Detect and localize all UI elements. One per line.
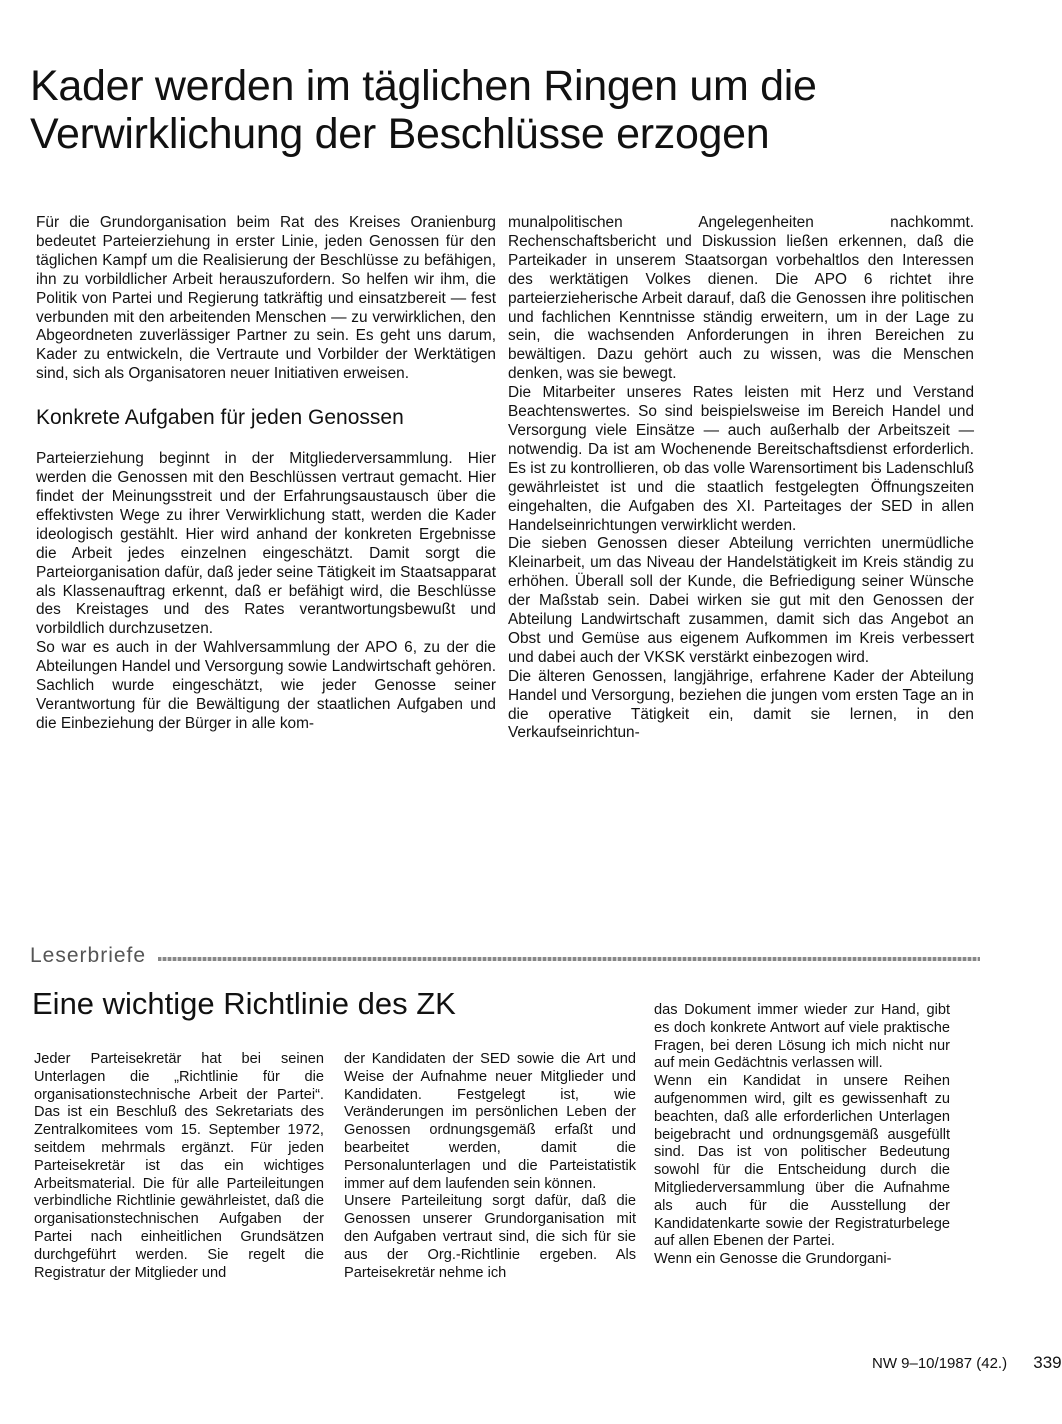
- section-label: Leserbriefe: [30, 944, 147, 967]
- paragraph: Jeder Parteisekretär hat bei seinen Unterlagen die „Richtlinie für die organisationstechnische Arbeit der Partei“. Das ist ein Beschluß des Sekretariats des Zentralkomitees vom 15. September 1972, seitdem mehrmals ergänzt. Für jeden Parteisekretär ist das ein wichtiges Arbeitsmaterial. Die für alle Parteileitungen verbindliche Richtlinie gewährleistet, daß die organisationstechnischen Aufgaben der Partei nach einheitlichen Grundsätzen durchgeführt werden. Sie regelt die Registratur der Mitglieder und: [34, 1051, 324, 1281]
- article-title: Kader werden im täglichen Ringen um die Verwirklichung der Beschlüsse erzogen: [30, 62, 817, 158]
- section-header: [30, 942, 980, 970]
- page-number: 339: [1033, 1353, 1062, 1372]
- paragraph: munalpolitischen Angelegenheiten nachkommt. Rechenschaftsbericht und Diskussion ließen erkennen, daß die Parteikader in unserem Staatsorgan vorbehaltlos den Interessen des werktätigen Volkes dienen. Die APO 6 richtet ihre parteierzieherische Arbeit darauf, daß die Genossen ihre politischen und fachlichen Kenntnisse ständig erweitern, um in der Lage zu sein, die wachsenden Anforderungen in ihren Bereichen zu bewältigen. Dazu gehört auch zu wissen, was die Menschen denken, was sie bewegt.: [508, 214, 974, 383]
- paragraph: Wenn ein Genosse die Grundorgani-: [654, 1251, 892, 1268]
- paragraph: Die älteren Genossen, langjährige, erfahrene Kader der Abteilung Handel und Versorgung, beziehen die jungen vom ersten Tage an in die operative Tätigkeit ein, damit sie lernen, in den Verkaufseinrichtun-: [508, 667, 974, 742]
- paragraph: der Kandidaten der SED sowie die Art und Weise der Aufnahme neuer Mitglieder und Kandidaten. Festgelegt ist, wie Veränderungen im persönlichen Leben der Genossen ordnungsgemäß erfaßt und bearbeitet werden, damit die Personalunterlagen und die Parteistatistik immer auf dem laufenden sein können.: [344, 1051, 636, 1192]
- article-column-right: [508, 214, 974, 743]
- paragraph: Die sieben Genossen dieser Abteilung verrichten unermüdliche Kleinarbeit, um das Niveau der Handelstätigkeit im Kreis ständig zu erhöhen. Überall soll der Kunde, die Befriedigung seiner Wünsche der Maßstab sein. Dabei wirken sie gut mit den Genossen der Abteilung Landwirtschaft zusammen, damit sich das Angebot an Obst und Gemüse aus eigenem Aufkommen im Kreis verbessert und dabei auch der VKSK verstärkt einbezogen wird.: [508, 535, 974, 666]
- page-footer: [872, 1353, 1062, 1373]
- paragraph: Die Mitarbeiter unseres Rates leisten mit Herz und Verstand Beachtenswertes. So sind beispielsweise im Bereich Handel und Versorgung viele Einsätze — auch außerhalb der Arbeitszeit — notwendig. Da ist am Wochenende Bereitschaftsdienst erforderlich. Es ist zu kontrollieren, ob das volle Warensortiment bis Ladenschluß gewährleistet ist und die staatlich festgelegten Öffnungszeiten eingehalten, die Aufgaben des XI. Parteitages der SED in allen Handelseinrichtungen verwirklicht werden.: [508, 384, 974, 534]
- letter-column-3: [654, 1002, 950, 1269]
- article-column-left: [36, 214, 496, 734]
- subheading: Konkrete Aufgaben für jeden Genossen: [36, 406, 404, 430]
- issue-reference: NW 9–10/1987 (42.): [872, 1355, 1008, 1372]
- letter-column-2: [344, 1051, 636, 1282]
- paragraph: Wenn ein Kandidat in unsere Reihen aufgenommen wird, gilt es gewissenhaft zu beachten, daß alle erforderlichen Unterlagen beigebracht und ordnungsgemäß ausgefüllt sind. Das ist von politischer Bedeutung sowohl für die Entscheidung durch die Mitgliederversammlung über die Aufnahme als auch für die Ausstellung der Kandidatenkarte sowie der Registraturbelege auf allen Ebenen der Partei.: [654, 1073, 950, 1250]
- paragraph: das Dokument immer wieder zur Hand, gibt es doch konkrete Antwort auf viele praktische Fragen, bei deren Lösung ich mich nicht nur auf mein Gedächtnis verlassen will.: [654, 1002, 950, 1072]
- paragraph: Unsere Parteileitung sorgt dafür, daß die Genossen unserer Grundorganisation mit den Aufgaben vertraut sind, die sich für sie aus der Org.-Richtlinie ergeben. Als Parteisekretär nehme ich: [344, 1193, 636, 1281]
- section-divider: [158, 957, 980, 961]
- paragraph: Parteierziehung beginnt in der Mitgliederversammlung. Hier werden die Genossen mit den Beschlüssen vertraut gemacht. Hier findet der Meinungsstreit und der Erfahrungsaustausch über die effektivsten Wege zu ihrer Verwirklichung statt, werden die Kader ideologisch gestählt. Hier wird anhand der konkreten Ergebnisse die Arbeit jedes einzelnen eingeschätzt. Damit sorgt die Parteiorganisation dafür, daß jeder seine Tätigkeit im Staatsapparat als Klassenauftrag erkennt, daß er befähigt wird, die Beschlüsse des Kreistages und des Rates verantwortungsbewußt und vorbildlich durchzusetzen.: [36, 450, 496, 638]
- letter-column-1: [34, 1051, 324, 1282]
- letter-title: Eine wichtige Richtlinie des ZK: [32, 986, 456, 1021]
- paragraph: Für die Grundorganisation beim Rat des Kreises Oranienburg bedeutet Parteierziehung in erster Linie, jeden Genossen für den täglichen Kampf um die Realisierung der Beschlüsse zu befähigen, ihn zu vorbildlicher Arbeit herauszufordern. So helfen wir ihm, die Politik von Partei und Regierung tatkräftig und einsatzbereit — fest verbunden mit den arbeitenden Menschen — zu verwirklichen, den Abgeordneten zuverlässiger Partner zu sein. Es geht uns darum, Kader zu entwickeln, die Vertraute und Vorbilder der Werktätigen sind, sich als Organisatoren neuer Initiativen erweisen.: [36, 214, 496, 383]
- paragraph: So war es auch in der Wahlversammlung der APO 6, zu der die Abteilungen Handel und Versorgung sowie Landwirtschaft gehören. Sachlich wurde eingeschätzt, wie jeder Genosse seiner Verantwortung für die Bewältigung der staatlichen Aufgaben und die Einbeziehung der Bürger in alle kom-: [36, 639, 496, 732]
